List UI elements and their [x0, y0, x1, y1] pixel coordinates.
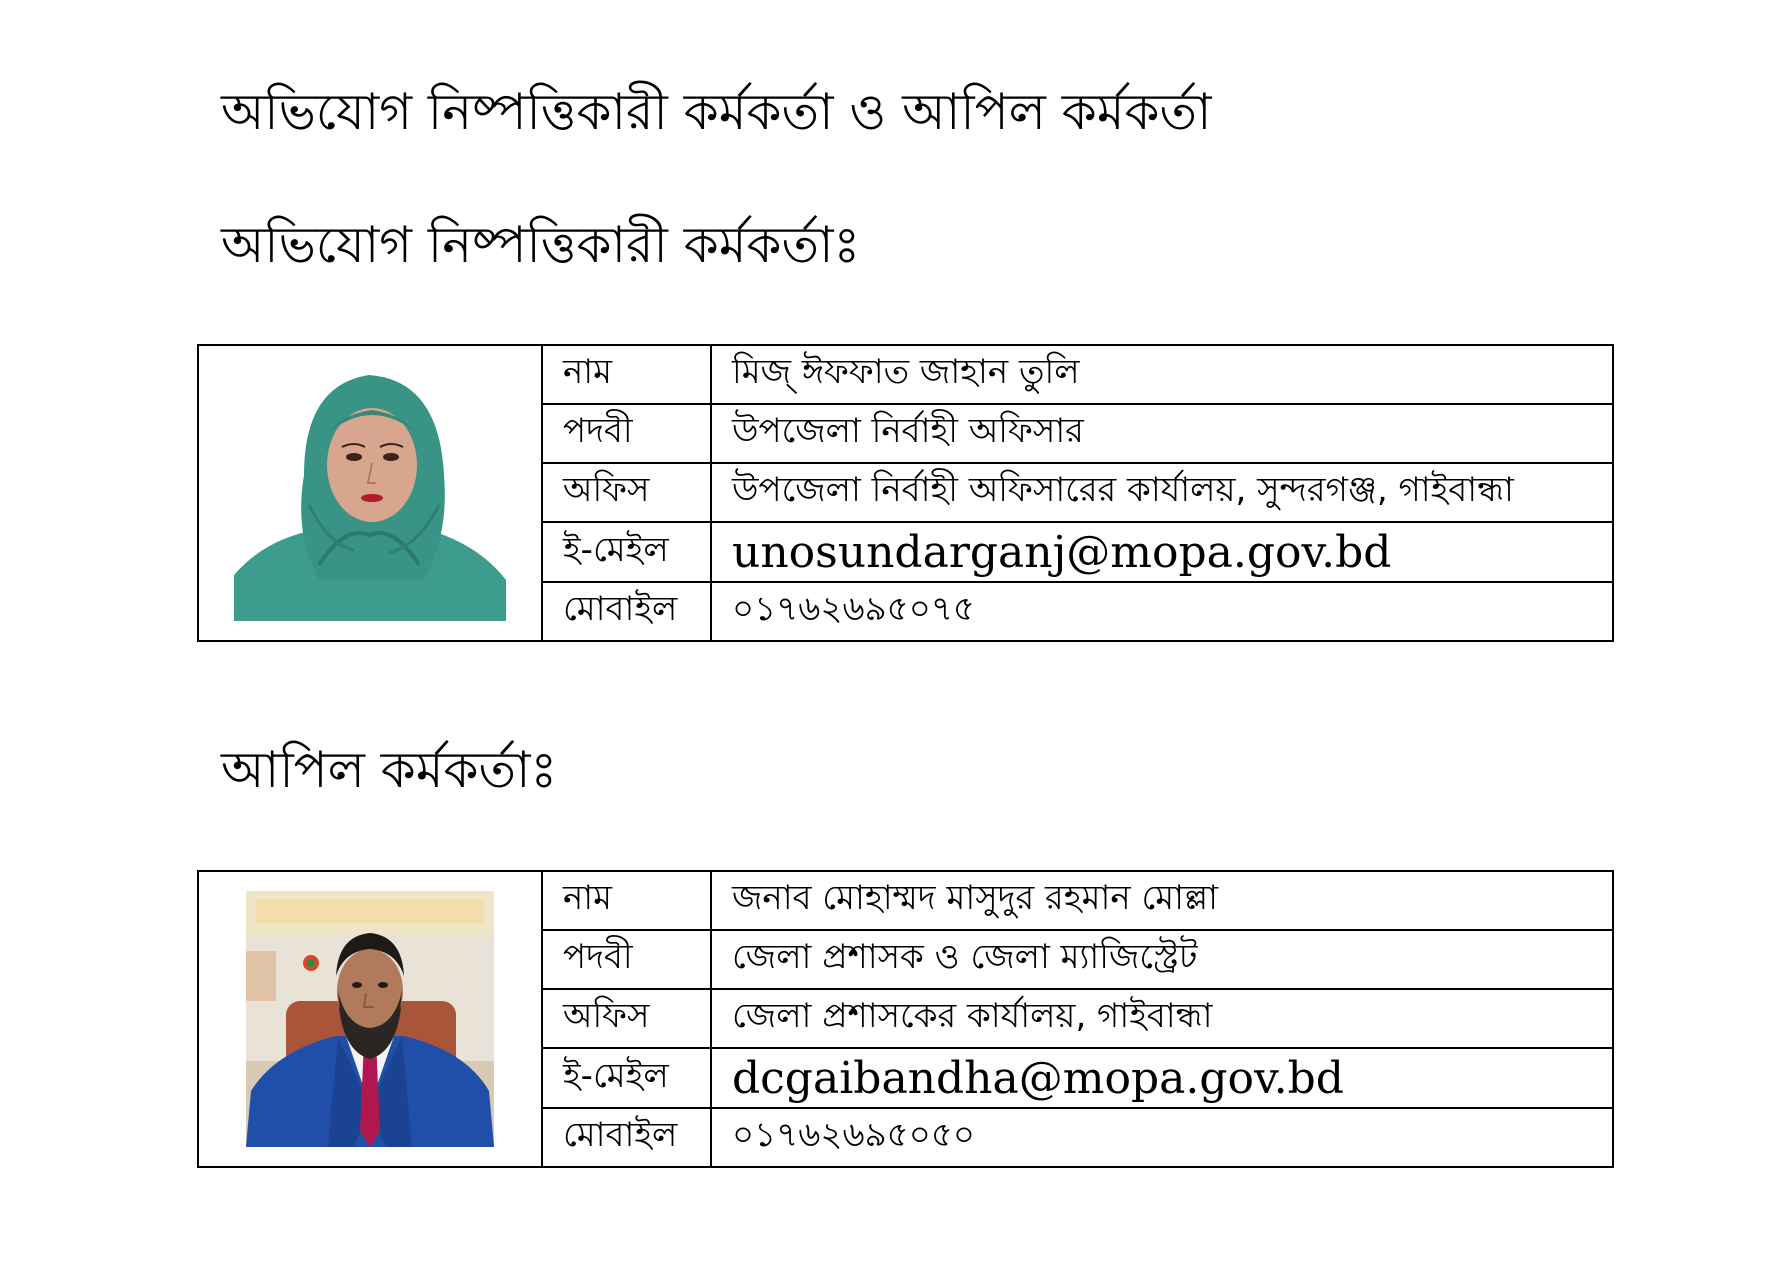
officer-office: জেলা প্রশাসকের কার্যালয়, গাইবান্ধা — [711, 989, 1613, 1048]
label-name: নাম — [542, 345, 711, 404]
page-title: অভিযোগ নিষ্পত্তিকারী কর্মকর্তা ও আপিল কর্মকর্তা — [221, 83, 1212, 141]
label-email: ই-মেইল — [542, 522, 711, 582]
section-heading-appeal-officer: আপিল কর্মকর্তাঃ — [221, 741, 558, 799]
officer-photo-woman — [234, 365, 506, 621]
section-heading-grievance-officer: অভিযোগ নিষ্পত্তিকারী কর্মকর্তাঃ — [221, 216, 861, 274]
label-email: ই-মেইল — [542, 1048, 711, 1108]
officer-name: মিজ্ ঈফফাত জাহান তুলি — [711, 345, 1613, 404]
label-mobile: মোবাইল — [542, 582, 711, 641]
label-designation: পদবী — [542, 930, 711, 989]
officer-photo-man — [246, 891, 494, 1147]
officer-designation: জেলা প্রশাসক ও জেলা ম্যাজিস্ট্রেট — [711, 930, 1613, 989]
officer-email[interactable]: dcgaibandha@mopa.gov.bd — [711, 1048, 1613, 1108]
officer-office: উপজেলা নির্বাহী অফিসারের কার্যালয়, সুন্দরগঞ্জ, গাইবান্ধা — [711, 463, 1613, 522]
officer-table-grievance — [197, 344, 1614, 642]
officer-mobile: ০১৭৬২৬৯৫০৫০ — [711, 1108, 1613, 1167]
label-designation: পদবী — [542, 404, 711, 463]
officer-photo-cell — [198, 871, 542, 1167]
officer-designation: উপজেলা নির্বাহী অফিসার — [711, 404, 1613, 463]
officer-mobile: ০১৭৬২৬৯৫০৭৫ — [711, 582, 1613, 641]
label-office: অফিস — [542, 989, 711, 1048]
officer-name: জনাব মোহাম্মদ মাসুদুর রহমান মোল্লা — [711, 871, 1613, 930]
officer-table-appeal — [197, 870, 1614, 1168]
label-name: নাম — [542, 871, 711, 930]
officer-photo-cell — [198, 345, 542, 641]
label-mobile: মোবাইল — [542, 1108, 711, 1167]
officer-email[interactable]: unosundarganj@mopa.gov.bd — [711, 522, 1613, 582]
label-office: অফিস — [542, 463, 711, 522]
